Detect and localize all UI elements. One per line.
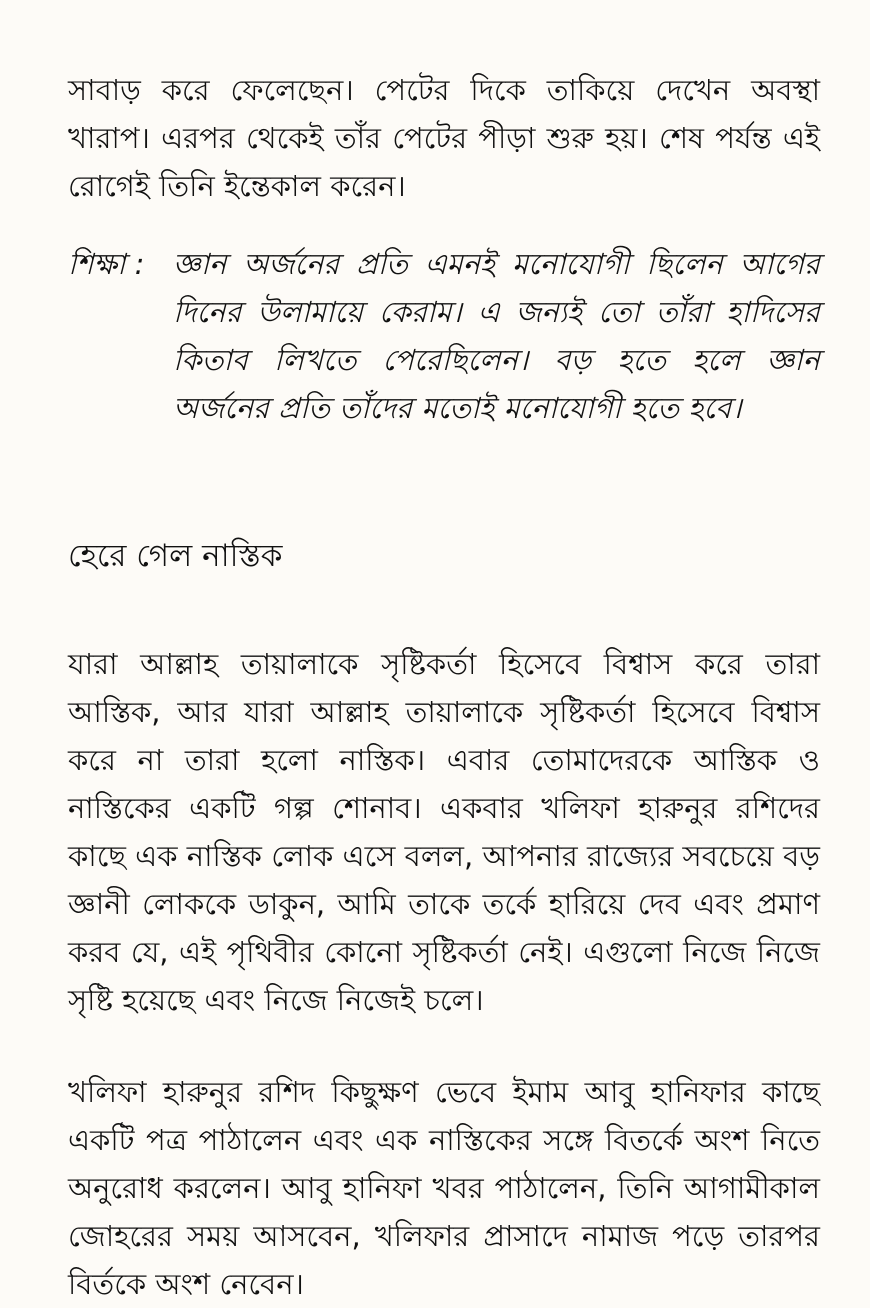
story-title: হেরে গেল নাস্তিক [68,538,283,574]
lesson-label: শিক্ষা : [68,247,145,281]
story-paragraph-1: যারা আল্লাহ তায়ালাকে সৃষ্টিকর্তা হিসেবে বিশ্বাস করে তারা আস্তিক, আর যারা আল্লাহ তায়ালাকে সৃষ্টিকর্তা হিসেবে বিশ্বাস করে না তারা হলো নাস্তিক। এবার তোমাদেরকে আস্তিক ও নাস্তিকের একটি গল্প শোনাব। একবার খলিফা হারুনুর রশিদের কাছে এক নাস্তিক লোক এসে বলল, আপনার রাজ্যের সবচেয়ে বড় জ্ঞানী লোককে ডাকুন, আমি তাকে তর্কে হারিয়ে দেব এবং প্রমাণ করব যে, এই পৃথিবীর কোনো সৃষ্টিকর্তা নেই। এগুলো নিজে নিজে সৃষ্টি হয়েছে এবং নিজে নিজেই চলে। [68,647,820,1017]
lesson-text: জ্ঞান অর্জনের প্রতি এমনই মনোযোগী ছিলেন আগের দিনের উলামায়ে কেরাম। এ জন্যই তো তাঁরা হাদিসের কিতাব লিখতে পেরেছিলেন। বড় হতে হলে জ্ঞান অর্জনের প্রতি তাঁদের মতোই মনোযোগী হতে হবে। [173,247,820,425]
lesson-block [68,240,820,432]
story-paragraph-2: খলিফা হারুনুর রশিদ কিছুক্ষণ ভেবে ইমাম আবু হানিফার কাছে একটি পত্র পাঠালেন এবং এক নাস্তিকের সঙ্গে বিতর্কে অংশ নিতে অনুরোধ করলেন। আবু হানিফা খবর পাঠালেন, তিনি আগামীকাল জোহরের সময় আসবেন, খলিফার প্রাসাদে নামাজ পড়ে তারপর বির্তকে অংশ নেবেন। [68,1075,820,1301]
intro-paragraph: সাবাড় করে ফেলেছেন। পেটের দিকে তাকিয়ে দেখেন অবস্থা খারাপ। এরপর থেকেই তাঁর পেটের পীড়া শুরু হয়। শেষ পর্যন্ত এই রোগেই তিনি ইন্তেকাল করেন। [68,73,820,203]
